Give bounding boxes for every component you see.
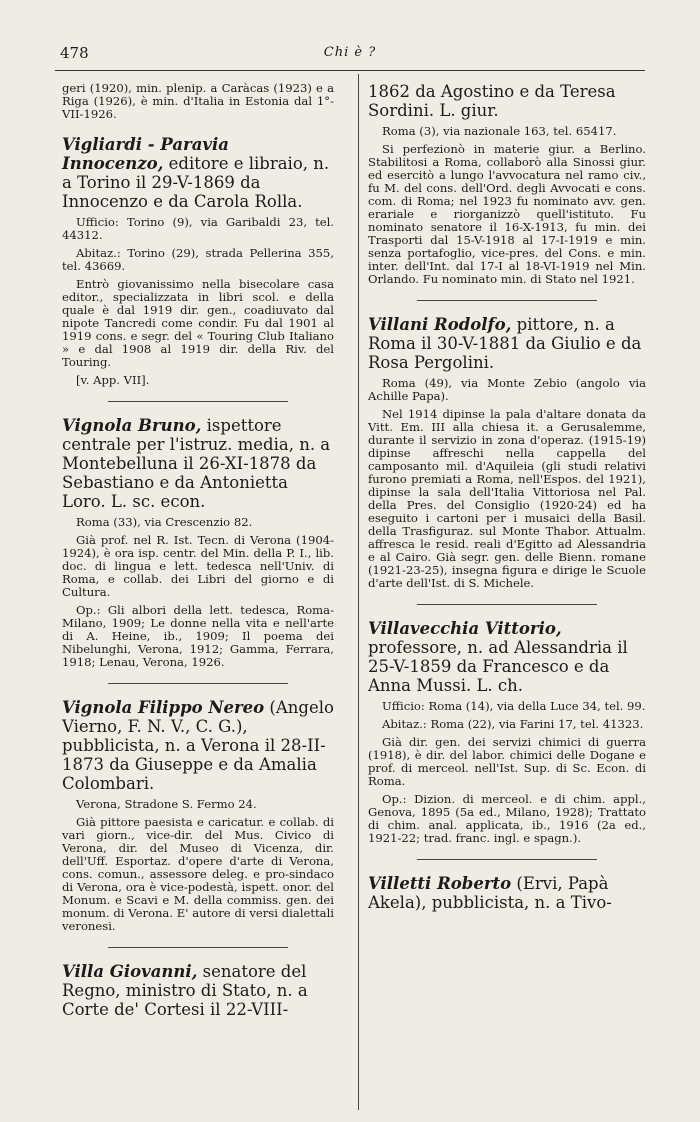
left-column <box>62 82 334 1033</box>
entry-name: Villa Giovanni, <box>62 962 198 981</box>
page-number: 478 <box>60 44 89 62</box>
entry-summary: professore, n. ad Alessandria il 25-V-1859 da Francesco e da Anna Mussi. L. ch. <box>368 638 628 695</box>
entry-heading <box>62 698 334 793</box>
entry-text: Già dir. gen. dei servizi chimici di guerra (1918), è dir. del labor. chimici delle Dogane e prof. di merceol. nell'Ist. Sup. di Sc. Econ. di Roma. <box>368 735 646 788</box>
entry-summary: ispettore centrale per l'istruz. media, n. a Montebelluna il 26-XI-1878 da Sebastiano e da Antonietta Loro. L. sc. econ. <box>62 416 331 511</box>
entry-text: geri (1920), min. plenip. a Caràcas (1923) e a Riga (1926), è min. d'Italia in Estonia dal 1°-VII-1926. <box>62 81 334 121</box>
entry-office: Ufficio: Roma (14), via della Luce 34, tel. 99. <box>382 699 646 713</box>
entry-text: Già pittore paesista e caricatur. e collab. di vari giorn., vice-dir. del Mus. Civico di Verona, dir. del Museo di Vicenza, dir. dell'Uff. Esportaz. d'opere d'arte di Verona, cons. comun., assessore deleg. e pro-sindaco di Verona, ora è vice-podestà, ispett. onor. del Monum. e Scavi e M. della commiss. gen. dei monum. di Verona. E' autore di versi dialettali veronesi. <box>62 815 334 933</box>
entry-villetti-roberto <box>368 874 646 912</box>
entry-address: Roma (3), via nazionale 163, tel. 65417. <box>382 124 617 138</box>
entry-address: Roma (33), via Crescenzio 82. <box>76 515 253 529</box>
entry-heading <box>62 416 334 511</box>
entry-home: Abitaz.: Torino (29), strada Pellerina 355, tel. 43669. <box>62 246 334 273</box>
entry-home: Abitaz.: Roma (22), via Farini 17, tel. 41323. <box>382 717 644 731</box>
entry-address: Roma (49), via Monte Zebio (angolo via Achille Papa). <box>368 376 646 403</box>
entry-office: Ufficio: Torino (9), via Garibaldi 23, tel. 44312. <box>62 215 334 242</box>
entry-vignola-filippo <box>62 698 334 933</box>
entry-summary: editore e libraio, n. a Torino il 29-V-1869 da Innocenzo e da Carola Rolla. <box>62 154 330 211</box>
entry-name: Vigliardi - Paravia Innocenzo, <box>62 135 229 173</box>
right-column <box>368 82 646 926</box>
entry-address: Verona, Stradone S. Fermo 24. <box>76 797 257 811</box>
entry-name: Villetti Roberto <box>368 874 512 893</box>
entry-summary: (Ervi, Papà Akela), pubblicista, n. a Tivo- <box>368 874 612 912</box>
entry-villa-giovanni-cont <box>368 82 646 286</box>
entry-heading <box>368 619 646 695</box>
entry-summary: (Angelo Vierno, F. N. V., C. G.), pubblicista, n. a Verona il 28-II-1873 da Giuseppe e da Amalia Colombari. <box>62 698 334 793</box>
entry-text: Nel 1914 dipinse la pala d'altare donata da Vitt. Em. III alla chiesa it. a Gerusalemme, durante il servizio in zona d'operaz. (1915-19) dipinse affreschi nella cappella del camposanto mil. d'Aquileia (gli studi relativi furono premiati a Roma, nell'Espos. del 1921), dipinse la sala dell'Italia Vittoriosa nel Pal. della Pres. del Consiglio (1920-24) ed ha eseguito i cartoni per i musaici della Basil. della Trasfiguraz. sul Monte Thabor. Attualm. affresca le resid. reali d'Egitto ad Alessandria e al Cairo. Già segr. gen. delle Bienn. romane (1921-23-25), insegna figura e dirige le Scuole d'arte dell'Ist. di S. Michele. <box>368 407 646 590</box>
entry-heading <box>368 315 646 372</box>
entry-works: Op.: Dizion. di merceol. e di chim. appl., Genova, 1895 (5a ed., Milano, 1928); Trattato di chim. anal. applicata, ib., 1916 (2a ed., 1921-22; trad. franc. ingl. e spagn.). <box>368 792 646 845</box>
entry-heading <box>368 874 646 912</box>
entry-heading: 1862 da Agostino e da Teresa Sordini. L. giur. <box>368 82 616 120</box>
entry-villa-giovanni <box>62 962 334 1019</box>
entry-name: Villavecchia Vittorio, <box>368 619 562 638</box>
entry-ref: [v. App. VII]. <box>76 373 150 387</box>
entry-villavecchia-vittorio <box>368 619 646 845</box>
entry-continued-left <box>62 82 334 121</box>
entry-vignola-bruno <box>62 416 334 669</box>
entry-heading <box>62 135 334 211</box>
entry-name: Villani Rodolfo, <box>368 315 512 334</box>
entry-text: Si perfezionò in materie giur. a Berlino. Stabilitosi a Roma, collaborò alla Sinossi giur. ed esercitò a lungo l'avvocatura nel ramo civ., fu M. del cons. dell'Ord. degli Avvocati e cons. com. di Roma; nel 1923 fu nominato avv. gen. erariale e riorganizzò quell'istituto. Fu nominato senatore il 16-X-1913, fu min. dei Trasporti dal 15-V-1918 al 17-I-1919 e min. senza portafoglio, vice-pres. del Cons. e min. inter. dell'Int. dal 17-I al 18-VI-1919 nel Min. Orlando. Fu nominato min. di Stato nel 1921. <box>368 142 646 286</box>
entry-name: Vignola Filippo Nereo <box>62 698 265 717</box>
entry-separator <box>108 401 288 402</box>
entry-works: Op.: Gli albori della lett. tedesca, Roma-Milano, 1909; Le donne nella vita e nell'arte di A. Heine, ib., 1909; Il poema dei Nibelunghi, Verona, 1912; Gamma, Ferrara, 1918; Lenau, Verona, 1926. <box>62 603 334 669</box>
entry-heading <box>62 962 334 1019</box>
header-rule <box>55 70 645 71</box>
entry-separator <box>108 947 288 948</box>
entry-separator <box>108 683 288 684</box>
entry-vigliardi-paravia <box>62 135 334 387</box>
entry-separator <box>417 859 597 860</box>
entry-summary: senatore del Regno, ministro di Stato, n. a Corte de' Cortesi il 22-VIII- <box>62 962 308 1019</box>
running-title: Chi è ? <box>323 45 377 60</box>
entry-text: Già prof. nel R. Ist. Tecn. di Verona (1904-1924), è ora isp. centr. del Min. della P. I., lib. doc. di lingua e lett. tedesca nell'Univ. di Roma, e collab. dei Libri del giorno e di Cultura. <box>62 533 334 599</box>
column-divider <box>358 74 359 1110</box>
entry-summary: pittore, n. a Roma il 30-V-1881 da Giulio e da Rosa Pergolini. <box>368 315 642 372</box>
entry-villani-rodolfo <box>368 315 646 590</box>
entry-name: Vignola Bruno, <box>62 416 202 435</box>
page-header <box>55 40 645 68</box>
entry-text: Entrò giovanissimo nella bisecolare casa editor., specializzata in libri scol. e della quale è dal 1919 dir. gen., coadiuvato dal nipote Tancredi come condir. Fu dal 1901 al 1919 cons. e segr. del « Touring Club Italiano » e dal 1908 al 1919 dir. della Riv. del Touring. <box>62 277 334 369</box>
entry-separator <box>417 300 597 301</box>
entry-separator <box>417 604 597 605</box>
